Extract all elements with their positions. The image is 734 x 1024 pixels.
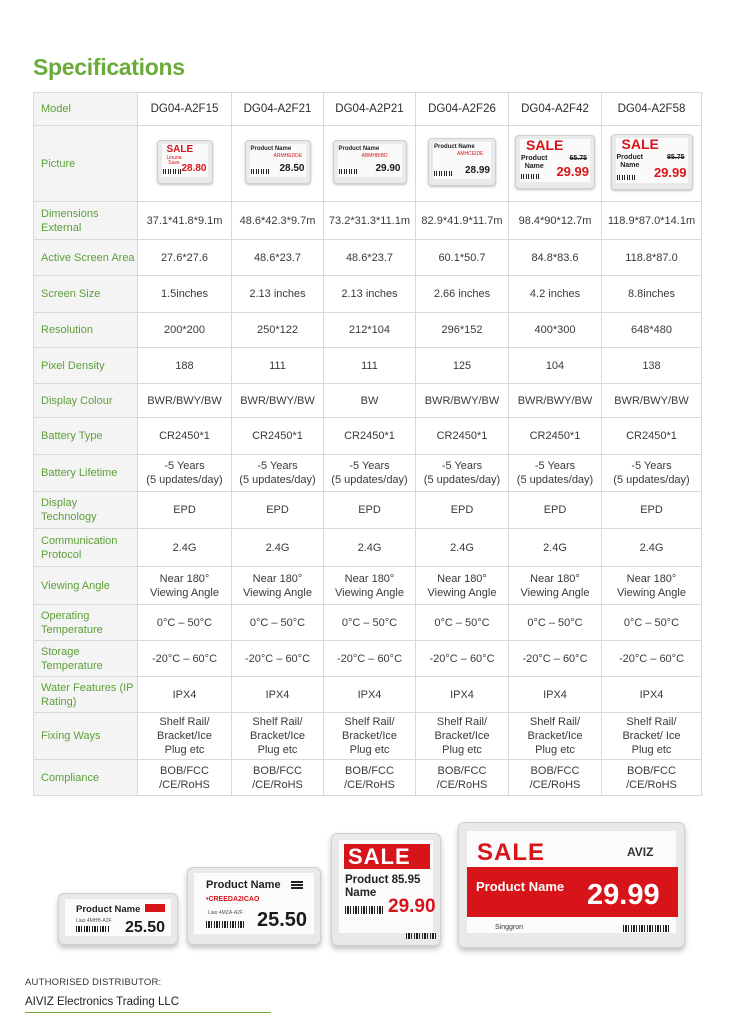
old-price: Linuna Sase — [166, 154, 182, 166]
old-price: ABMHBIBD — [361, 152, 388, 159]
mini-tag-image — [611, 134, 693, 190]
spec-cell: Shelf Rail/ Bracket/Ice Plug etc — [138, 713, 232, 760]
barcode-icon — [617, 175, 635, 180]
spec-cell: 0°C – 50°C — [509, 605, 602, 641]
model-name: DG04-A2F58 — [602, 93, 702, 126]
spec-cell: 118.9*87.0*14.1m — [602, 202, 702, 240]
spec-cell: IPX4 — [324, 677, 416, 713]
spec-cell: 111 — [324, 348, 416, 384]
spec-cell: BOB/FCC /CE/RoHS — [602, 760, 702, 796]
model-name: DG04-A2F42 — [509, 93, 602, 126]
spec-cell: EPD — [232, 492, 324, 529]
model-name: DG04-A2F21 — [232, 93, 324, 126]
product-name: Product Name — [434, 143, 475, 150]
spec-cell: -20°C – 60°C — [602, 641, 702, 677]
spec-cell: EPD — [324, 492, 416, 529]
tag-price: 29.90 — [388, 896, 436, 917]
row-label: Picture — [34, 126, 138, 202]
spec-cell: 200*200 — [138, 313, 232, 348]
barcode-icon — [406, 933, 436, 939]
spec-cell: EPD — [602, 492, 702, 529]
spec-cell: 73.2*31.3*11.1m — [324, 202, 416, 240]
spec-cell: -5 Years (5 updates/day) — [324, 455, 416, 492]
spec-cell: Shelf Rail/ Bracket/Ice Plug etc — [416, 713, 509, 760]
row-label: Display Colour — [34, 384, 138, 418]
spec-row-battery-type — [34, 418, 702, 455]
spec-row-display-tech — [34, 492, 702, 529]
spec-cell: 98.4*90*12.7m — [509, 202, 602, 240]
row-label: Display Technology — [34, 492, 138, 529]
spec-cell: Near 180° Viewing Angle — [232, 567, 324, 605]
tag-price: 25.50 — [257, 909, 308, 931]
spec-cell: BW — [324, 384, 416, 418]
spec-row-display-colour — [34, 384, 702, 418]
spec-cell: 0°C – 50°C — [232, 605, 324, 641]
spec-cell: 104 — [509, 348, 602, 384]
old-price: 85.75 — [666, 153, 685, 161]
spec-row-screen-size — [34, 276, 702, 313]
sale-label: SALE — [621, 135, 659, 152]
row-label: Screen Size — [34, 276, 138, 313]
spec-cell: CR2450*1 — [324, 418, 416, 455]
spec-cell: 296*152 — [416, 313, 509, 348]
spec-cell: 2.4G — [509, 529, 602, 567]
row-label: Active Screen Area — [34, 240, 138, 276]
sale-label: SALE — [348, 844, 411, 869]
mini-tag-image — [428, 138, 496, 186]
product-tag-small — [58, 893, 178, 945]
row-label: Water Features (IP Rating) — [34, 677, 138, 713]
spec-cell: 8.8inches — [602, 276, 702, 313]
product-picture — [232, 126, 324, 202]
spec-cell: CR2450*1 — [232, 418, 324, 455]
barcode-icon — [623, 925, 669, 932]
spec-row-resolution — [34, 313, 702, 348]
spec-cell: Shelf Rail/ Bracket/Ice Plug etc — [509, 713, 602, 760]
price: 28.80 — [181, 162, 207, 174]
divider — [25, 1012, 271, 1013]
product-picture — [602, 126, 702, 202]
spec-cell: 60.1*50.7 — [416, 240, 509, 276]
spec-cell: 0°C – 50°C — [602, 605, 702, 641]
spec-row-compliance — [34, 760, 702, 796]
spec-cell: 2.4G — [324, 529, 416, 567]
row-label: Storage Temperature — [34, 641, 138, 677]
product-tag-sale — [331, 833, 441, 946]
spec-cell: BWR/BWY/BW — [602, 384, 702, 418]
spec-cell: 48.6*23.7 — [232, 240, 324, 276]
spec-cell: -5 Years (5 updates/day) — [138, 455, 232, 492]
price: 28.99 — [464, 164, 490, 176]
spec-cell: BOB/FCC /CE/RoHS — [232, 760, 324, 796]
spec-cell: 48.6*23.7 — [324, 240, 416, 276]
spec-cell: CR2450*1 — [138, 418, 232, 455]
tag-product-name: Product Name — [206, 879, 281, 891]
barcode-icon — [345, 906, 383, 914]
spec-cell: BOB/FCC /CE/RoHS — [509, 760, 602, 796]
tag-price: 29.99 — [587, 879, 660, 911]
old-price: 65.75 — [569, 154, 587, 162]
price: 29.90 — [375, 162, 401, 174]
spec-cell: -5 Years (5 updates/day) — [602, 455, 702, 492]
product-picture — [416, 126, 509, 202]
product-name: Product Name — [521, 154, 548, 170]
spec-cell: 125 — [416, 348, 509, 384]
spec-cell: -20°C – 60°C — [509, 641, 602, 677]
product-picture — [324, 126, 416, 202]
mini-tag-image — [157, 140, 213, 184]
spec-table — [33, 92, 702, 796]
tag-footer: Singgron — [495, 924, 524, 931]
barcode-icon — [339, 169, 357, 174]
product-tag-medium — [187, 867, 321, 945]
model-name: DG04-A2P21 — [324, 93, 416, 126]
price: 29.99 — [653, 164, 687, 180]
spec-cell: 2.4G — [232, 529, 324, 567]
spec-cell: CR2450*1 — [509, 418, 602, 455]
spec-cell: 2.66 inches — [416, 276, 509, 313]
spec-cell: BOB/FCC /CE/RoHS — [416, 760, 509, 796]
spec-cell: Near 180° Viewing Angle — [509, 567, 602, 605]
tag-price: 25.50 — [125, 919, 166, 936]
spec-cell: Near 180° Viewing Angle — [602, 567, 702, 605]
spec-cell: Near 180° Viewing Angle — [416, 567, 509, 605]
mini-tag-image — [333, 140, 407, 184]
spec-row-battery-lifetime — [34, 455, 702, 492]
barcode-icon — [521, 174, 539, 179]
row-label: Model — [34, 93, 138, 126]
spec-cell: IPX4 — [416, 677, 509, 713]
spec-cell: -20°C – 60°C — [324, 641, 416, 677]
spec-cell: CR2450*1 — [602, 418, 702, 455]
row-label: Battery Lifetime — [34, 455, 138, 492]
spec-row-picture — [34, 126, 702, 202]
spec-cell: 0°C – 50°C — [416, 605, 509, 641]
spec-cell: CR2450*1 — [416, 418, 509, 455]
page-title: Specifications — [33, 54, 185, 80]
spec-cell: BWR/BWY/BW — [416, 384, 509, 418]
spec-cell: BWR/BWY/BW — [509, 384, 602, 418]
spec-cell: 2.13 inches — [232, 276, 324, 313]
spec-cell: Shelf Rail/ Bracket/ Ice Plug etc — [602, 713, 702, 760]
product-name: Product Name — [338, 145, 380, 152]
spec-row-model — [34, 93, 702, 126]
spec-row-active-area — [34, 240, 702, 276]
spec-cell: 400*300 — [509, 313, 602, 348]
spec-row-operating-temp — [34, 605, 702, 641]
tag-product-name: Product 85.95 Name — [345, 874, 421, 899]
row-label: Pixel Density — [34, 348, 138, 384]
spec-cell: -5 Years (5 updates/day) — [232, 455, 324, 492]
spec-cell: Near 180° Viewing Angle — [138, 567, 232, 605]
spec-row-comm-protocol — [34, 529, 702, 567]
row-label: Battery Type — [34, 418, 138, 455]
spec-row-water — [34, 677, 702, 713]
spec-row-storage-temp — [34, 641, 702, 677]
spec-cell: 1.5inches — [138, 276, 232, 313]
row-label: Communication Protocol — [34, 529, 138, 567]
model-name: DG04-A2F15 — [138, 93, 232, 126]
spec-row-dimensions — [34, 202, 702, 240]
spec-cell: 4.2 inches — [509, 276, 602, 313]
tag-product-name: Product Name — [476, 879, 565, 894]
spec-cell: -5 Years (5 updates/day) — [509, 455, 602, 492]
spec-cell: 2.4G — [602, 529, 702, 567]
spec-cell: 48.6*42.3*9.7m — [232, 202, 324, 240]
product-picture — [138, 126, 232, 202]
spec-cell: 111 — [232, 348, 324, 384]
barcode-icon — [163, 169, 181, 174]
row-label: Compliance — [34, 760, 138, 796]
spec-cell: IPX4 — [602, 677, 702, 713]
spec-cell: Near 180° Viewing Angle — [324, 567, 416, 605]
spec-cell: EPD — [509, 492, 602, 529]
spec-cell: -20°C – 60°C — [138, 641, 232, 677]
tag-small-text: Liao 4MHB-A2F — [76, 918, 112, 924]
spec-row-pixel-density — [34, 348, 702, 384]
spec-cell: 188 — [138, 348, 232, 384]
spec-cell: 250*122 — [232, 313, 324, 348]
spec-cell: BWR/BWY/BW — [232, 384, 324, 418]
spec-cell: BOB/FCC /CE/RoHS — [324, 760, 416, 796]
old-price: ARMHEDDE — [273, 152, 303, 159]
sale-label: SALE — [477, 839, 546, 866]
spec-cell: IPX4 — [232, 677, 324, 713]
row-label: Dimensions External — [34, 202, 138, 240]
spec-cell: 212*104 — [324, 313, 416, 348]
spec-cell: -5 Years (5 updates/day) — [416, 455, 509, 492]
spec-cell: BWR/BWY/BW — [138, 384, 232, 418]
distributor-label: AUTHORISED DISTRIBUTOR: — [25, 977, 162, 988]
spec-cell: 2.4G — [138, 529, 232, 567]
spec-cell: 0°C – 50°C — [138, 605, 232, 641]
product-name: Product Name — [250, 145, 292, 152]
spec-cell: EPD — [416, 492, 509, 529]
spec-cell: Shelf Rail/ Bracket/Ice Plug etc — [232, 713, 324, 760]
spec-cell: 138 — [602, 348, 702, 384]
spec-cell: 2.13 inches — [324, 276, 416, 313]
sale-label: SALE — [166, 143, 194, 155]
product-name: Product Name — [616, 153, 643, 169]
brand-label: AVIZ — [627, 845, 654, 859]
spec-cell: -20°C – 60°C — [416, 641, 509, 677]
spec-cell: Shelf Rail/ Bracket/Ice Plug etc — [324, 713, 416, 760]
spec-cell: 2.4G — [416, 529, 509, 567]
barcode-icon — [251, 169, 269, 174]
sale-label: SALE — [526, 136, 564, 153]
spec-cell: EPD — [138, 492, 232, 529]
product-picture — [509, 126, 602, 202]
flag-icon — [291, 880, 303, 889]
product-tag-large — [458, 822, 685, 948]
spec-row-viewing-angle — [34, 567, 702, 605]
tag-product-name: Product Name — [76, 904, 141, 915]
spec-cell: -20°C – 60°C — [232, 641, 324, 677]
model-name: DG04-A2F26 — [416, 93, 509, 126]
spec-cell: 0°C – 50°C — [324, 605, 416, 641]
red-flag-icon — [145, 904, 165, 912]
row-label: Viewing Angle — [34, 567, 138, 605]
tag-small-text: Liao 4MZA-A2F — [208, 910, 244, 916]
spec-cell: BOB/FCC /CE/RoHS — [138, 760, 232, 796]
distributor-name: AIVIZ Electronics Trading LLC — [25, 996, 180, 1008]
spec-cell: 37.1*41.8*9.1m — [138, 202, 232, 240]
row-label: Fixing Ways — [34, 713, 138, 760]
spec-cell: IPX4 — [509, 677, 602, 713]
price: 28.50 — [279, 162, 305, 174]
spec-cell: 82.9*41.9*11.7m — [416, 202, 509, 240]
barcode-icon — [434, 171, 452, 176]
row-label: Operating Temperature — [34, 605, 138, 641]
old-price: AMHCEIDE — [457, 150, 484, 157]
row-label: Resolution — [34, 313, 138, 348]
spec-cell: 648*480 — [602, 313, 702, 348]
spec-cell: IPX4 — [138, 677, 232, 713]
spec-cell: 118.8*87.0 — [602, 240, 702, 276]
mini-tag-image — [515, 135, 595, 189]
spec-cell: 84.8*83.6 — [509, 240, 602, 276]
barcode-icon — [206, 921, 246, 928]
spec-cell: 27.6*27.6 — [138, 240, 232, 276]
spec-row-fixing — [34, 713, 702, 760]
mini-tag-image — [245, 140, 311, 184]
tag-strike-text: •CREEDA2ICAO — [206, 896, 260, 903]
price: 29.99 — [556, 163, 589, 179]
barcode-icon — [76, 926, 110, 932]
